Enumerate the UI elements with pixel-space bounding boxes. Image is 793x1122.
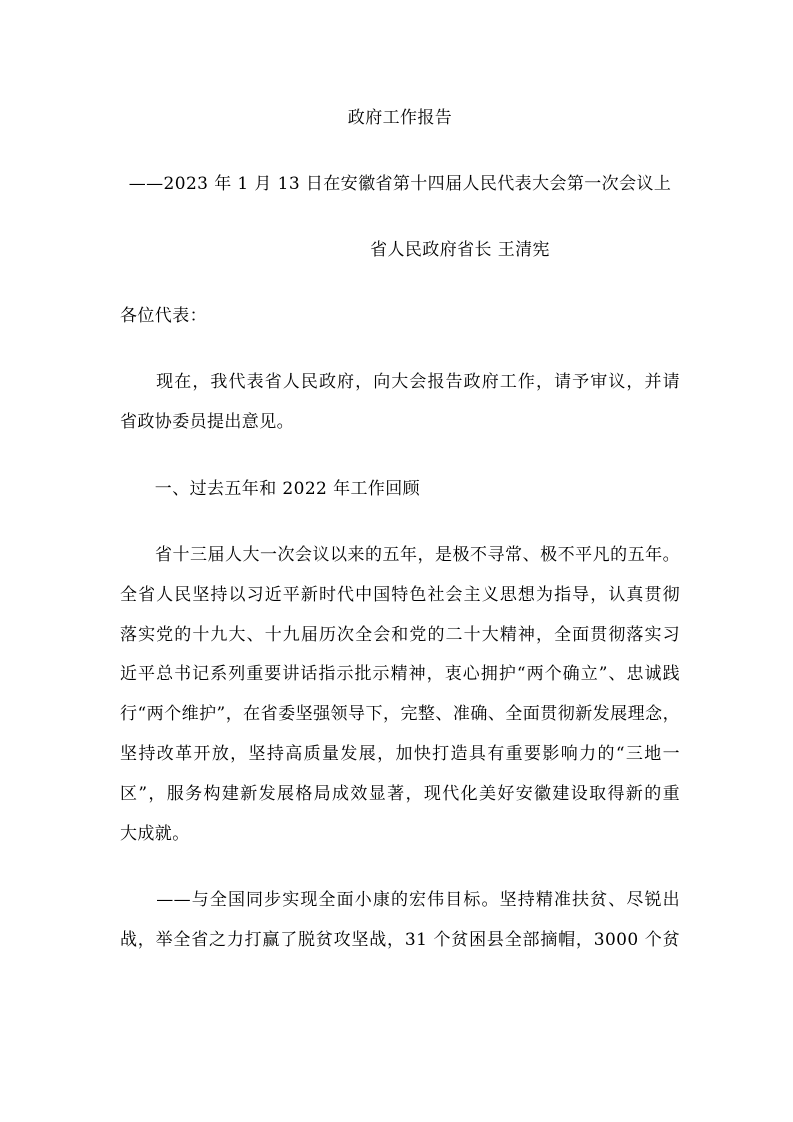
paragraph-line: ——与全国同步实现全面小康的宏伟目标。坚持精准扶贫、尽锐出 <box>120 890 680 910</box>
paragraph-line: 近平总书记系列重要讲话指示批示精神，衷心拥护“两个确立”、忠诚践 <box>120 664 680 684</box>
paragraph-line: 大成就。 <box>120 824 190 844</box>
report-title: 政府工作报告 <box>347 108 453 128</box>
salutation: 各位代表： <box>120 306 207 326</box>
paragraph-line: 落实党的十九大、十九届历次全会和党的二十大精神，全面贯彻落实习 <box>120 625 680 645</box>
report-author: 省人民政府省长 王清宪 <box>370 240 550 260</box>
paragraph-line: 省十三届人大一次会议以来的五年，是极不寻常、极不平凡的五年。 <box>120 545 680 565</box>
paragraph-line: 全省人民坚持以习近平新时代中国特色社会主义思想为指导，认真贯彻 <box>120 585 680 605</box>
paragraph-line: 坚持改革开放，坚持高质量发展，加快打造具有重要影响力的“三地一 <box>120 744 680 764</box>
paragraph-line: 行“两个维护”，在省委坚强领导下，完整、准确、全面贯彻新发展理念， <box>120 704 680 724</box>
paragraph-line: 现在，我代表省人民政府，向大会报告政府工作，请予审议，并请 <box>120 372 680 392</box>
paragraph-line: 区”，服务构建新发展格局成效显著，现代化美好安徽建设取得新的重 <box>120 784 680 804</box>
report-subtitle: ——2023 年 1 月 13 日在安徽省第十四届人民代表大会第一次会议上 <box>128 174 672 194</box>
paragraph-line: 省政协委员提出意见。 <box>120 412 294 432</box>
section-heading: 一、过去五年和 2022 年工作回顾 <box>120 479 421 499</box>
paragraph-line: 战，举全省之力打赢了脱贫攻坚战，31 个贫困县全部摘帽，3000 个贫 <box>120 930 680 950</box>
